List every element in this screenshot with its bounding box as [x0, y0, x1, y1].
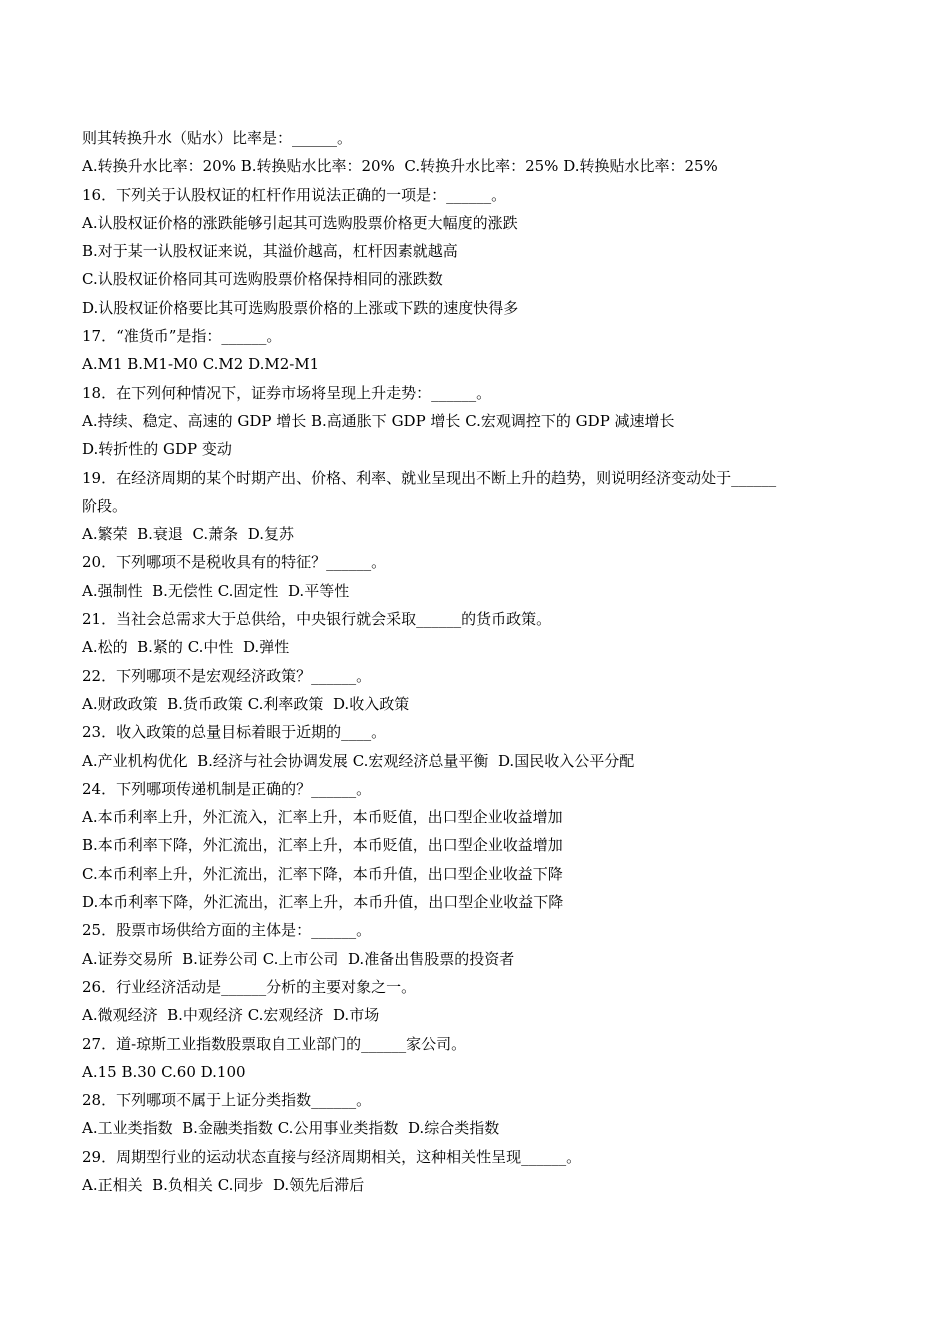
option-line: D.认股权证价格要比其可选购股票价格的上涨或下跌的速度快得多 [82, 298, 519, 317]
option-line: A.认股权证价格的涨跌能够引起其可选购股票价格更大幅度的涨跌 [82, 213, 518, 232]
question-line: 17．“准货币”是指：______。 [82, 327, 282, 346]
question-line: 22．下列哪项不是宏观经济政策？______。 [82, 666, 372, 685]
option-line: A.松的 B.紧的 C.中性 D.弹性 [82, 638, 290, 657]
question-line: 26．行业经济活动是______分析的主要对象之一。 [82, 977, 417, 996]
option-line: C.本币利率上升，外汇流出，汇率下降，本币升值，出口型企业收益下降 [82, 864, 563, 883]
question-line: 18．在下列何种情况下，证券市场将呈现上升走势：______。 [82, 383, 492, 402]
option-line: A.财政政策 B.货币政策 C.利率政策 D.收入政策 [82, 694, 410, 713]
question-line: 19．在经济周期的某个时期产出、价格、利率、就业呈现出不断上升的趋势，则说明经济变动处于______ [82, 468, 777, 487]
option-line: D.转折性的 GDP 变动 [82, 440, 232, 459]
question-line: 29．周期型行业的运动状态直接与经济周期相关，这种相关性呈现______。 [82, 1147, 582, 1166]
question-line: 25．股票市场供给方面的主体是：______。 [82, 921, 372, 940]
document-page [82, 124, 882, 1199]
option-line: A.持续、稳定、高速的 GDP 增长 B.高通胀下 GDP 增长 C.宏观调控下的 GDP 减速增长 [82, 411, 675, 430]
option-line: A.M1 B.M1-M0 C.M2 D.M2-M1 [82, 355, 320, 374]
question-line: 20．下列哪项不是税收具有的特征？______。 [82, 553, 387, 572]
option-line: B.对于某一认股权证来说，其溢价越高，杠杆因素就越高 [82, 242, 458, 261]
question-line: 16．下列关于认股权证的杠杆作用说法正确的一项是：______。 [82, 185, 507, 204]
question-line: 27．道-琼斯工业指数股票取自工业部门的______家公司。 [82, 1034, 467, 1053]
option-line: A.15 B.30 C.60 D.100 [82, 1062, 246, 1081]
option-line: B.本币利率下降，外汇流出，汇率上升，本币贬值，出口型企业收益增加 [82, 836, 563, 855]
option-line: A.强制性 B.无偿性 C.固定性 D.平等性 [82, 581, 350, 600]
option-line: A.产业机构优化 B.经济与社会协调发展 C.宏观经济总量平衡 D.国民收入公平分配 [82, 751, 635, 770]
question-line: 28．下列哪项不属于上证分类指数______。 [82, 1091, 372, 1110]
option-line: D.本币利率下降，外汇流出，汇率上升，本币升值，出口型企业收益下降 [82, 893, 564, 912]
option-line: A.微观经济 B.中观经济 C.宏观经济 D.市场 [82, 1006, 380, 1025]
question-line: 阶段。 [82, 496, 128, 515]
text-line: A.转换升水比率：20% B.转换贴水比率：20% C.转换升水比率：25% D.转换贴水比率：25% [82, 157, 718, 176]
question-line: 23．收入政策的总量目标着眼于近期的____。 [82, 723, 387, 742]
option-line: C.认股权证价格同其可选购股票价格保持相同的涨跌数 [82, 270, 443, 289]
text-line: 则其转换升水（贴水）比率是：______。 [82, 129, 353, 147]
question-line: 24．下列哪项传递机制是正确的？______。 [82, 779, 372, 798]
option-line: A.本币利率上升，外汇流入，汇率上升，本币贬值，出口型企业收益增加 [82, 808, 563, 827]
question-line: 21．当社会总需求大于总供给，中央银行就会采取______的货币政策。 [82, 610, 552, 629]
option-line: A.繁荣 B.衰退 C.萧条 D.复苏 [82, 525, 294, 544]
option-line: A.证券交易所 B.证券公司 C.上市公司 D.准备出售股票的投资者 [82, 949, 515, 968]
option-line: A.工业类指数 B.金融类指数 C.公用事业类指数 D.综合类指数 [82, 1119, 500, 1138]
option-line: A.正相关 B.负相关 C.同步 D.领先后滞后 [82, 1175, 365, 1194]
